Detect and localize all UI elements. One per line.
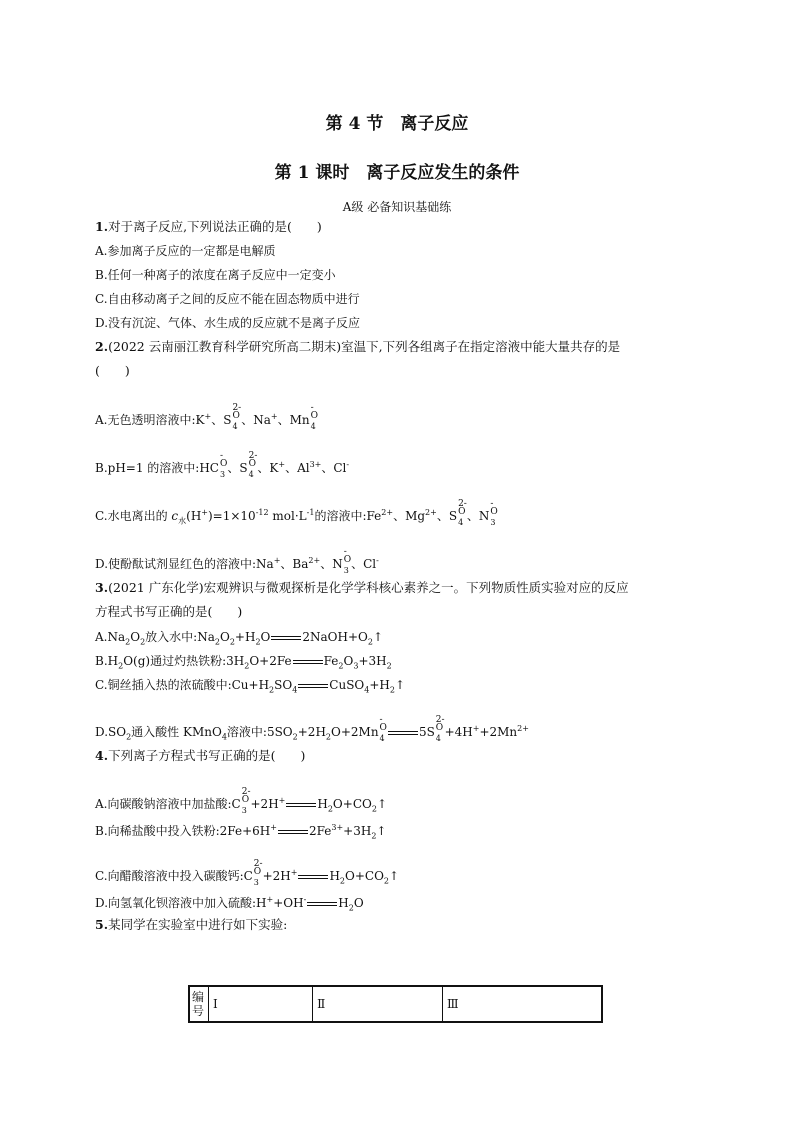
level-label: A级 必备知识基础练 [342,200,452,214]
experiment-table [188,985,603,1023]
question-1-option-a: A.参加离子反应的一定都是电解质 [95,244,276,258]
permanganate-ion: - O $_4$ [379,715,387,743]
question-4-option-c: C.向醋酸溶液中投入碳酸钙:C 2- O $_3$ +2H+ $H_2O+CO_2↑$ [95,859,400,887]
equals-sign [271,636,301,640]
permanganate-ion: - O $_4$ [310,403,318,431]
question-3-stem: 3.(2021 广东化学)宏观辨识与微观探析是化学学科核心素养之一。下列物质性质实验对应的反应 [95,580,629,595]
nitrate-ion: - O $_3$ [490,499,498,527]
chapter-title: 第 4 节 离子反应 [325,114,469,134]
bicarbonate-ion: - O $_3$ [219,451,228,479]
nitrate-ion: - O $_3$ [343,547,352,575]
equals-sign [286,803,316,807]
equals-sign [298,875,328,879]
question-2-option-a: A.无色透明溶液中:K+、S 2- O $_4$ 、Na+、Mn - O $_4$ [95,403,318,431]
question-4-option-b: B.向稀盐酸中投入铁粉:2Fe+6H+ $2Fe^{3+}+3H_2↑$ [95,823,387,841]
table-cell-3: Ⅲ [442,986,602,1022]
table-header-cell: 编号 [189,986,209,1022]
question-2-option-c: C.水电离出的 $c_水(H^+)=1\times 10^{-12}$ $mol\cdot L^{-1}$的溶液中$:Fe^{2+}$、$Mg^{2+}$、S 2- O $_4$ 、N - O $_3$ [95,499,498,527]
equals-sign [278,830,308,834]
table-row [189,986,602,1022]
sulfate-ion: 2- O $_4$ [232,403,242,431]
question-3-option-c: C.铜丝插入热的浓硫酸中$:Cu+H_2SO_4$ $CuSO_4+H_2↑$ [95,678,406,695]
lesson-title: 第 1 课时 离子反应发生的条件 [274,163,520,183]
carbonate-ion: 2- O $_3$ [241,787,251,815]
sulfate-ion: 2- O $_4$ [435,715,445,743]
question-5-stem: 5.某同学在实验室中进行如下实验: [95,917,288,932]
question-2-stem-cont: ( ) [95,363,130,378]
equals-sign [388,731,418,735]
equals-sign [293,660,323,664]
question-3-option-a: $A.Na_2O_2$放入水中$:Na_2O_2+H_2O$ $2NaOH+O_2↑$ [95,630,384,647]
question-1-option-c: C.自由移动离子之间的反应不能在固态物质中进行 [95,292,360,306]
equals-sign [298,684,328,688]
question-4-option-a: A.向碳酸钠溶液中加盐酸:C 2- O $_3$ +2H+ $H_2O+CO_2↑$ [95,787,387,815]
question-3-stem-cont: 方程式书写正确的是( ) [95,604,243,619]
sulfate-ion: 2- O $_4$ [248,451,258,479]
question-3-option-d: $D.SO_2$通入酸性 KMnO$_4$溶液中$:5SO_2+2H_2O+2Mn$ - O $_4$ 5S 2- O $_4$ $+4H^++2Mn^{2+}$ [95,715,529,743]
table-cell-1: Ⅰ [209,986,313,1022]
sulfate-ion: 2- O $_4$ [458,499,467,527]
question-4-option-d: D.向氢氧化钡溶液中加入硫酸:H++OH- $H_2O$ [95,895,364,913]
question-1-stem: 1.对于离子反应,下列说法正确的是( ) [95,219,322,234]
question-4-stem: 4.下列离子方程式书写正确的是( ) [95,748,306,763]
question-2-option-d: D.使酚酞试剂显红色的溶液中:Na+、$Ba^{2+}$、N - O $_3$ 、Cl- [95,547,379,575]
question-1-option-b: B.任何一种离子的浓度在离子反应中一定变小 [95,268,336,282]
equals-sign [307,902,337,906]
table-cell-2: Ⅱ [313,986,443,1022]
question-3-option-b: $B.H_2O(g)$通过灼热铁粉$:3H_2O+2Fe$ $Fe_2O_3+3H_2$ [95,654,392,671]
question-1-option-d: D.没有沉淀、气体、水生成的反应就不是离子反应 [95,316,361,330]
question-2-stem: 2.(2022 云南丽江教育科学研究所高二期末)室温下,下列各组离子在指定溶液中能大量共存的是 [95,339,621,354]
carbonate-ion: 2- O $_3$ [253,859,263,887]
question-2-option-b: B.pH=1 的溶液中:HC - O $_3$ 、S 2- O $_4$ 、K+、$Al^{3+}$、Cl- [95,451,350,479]
